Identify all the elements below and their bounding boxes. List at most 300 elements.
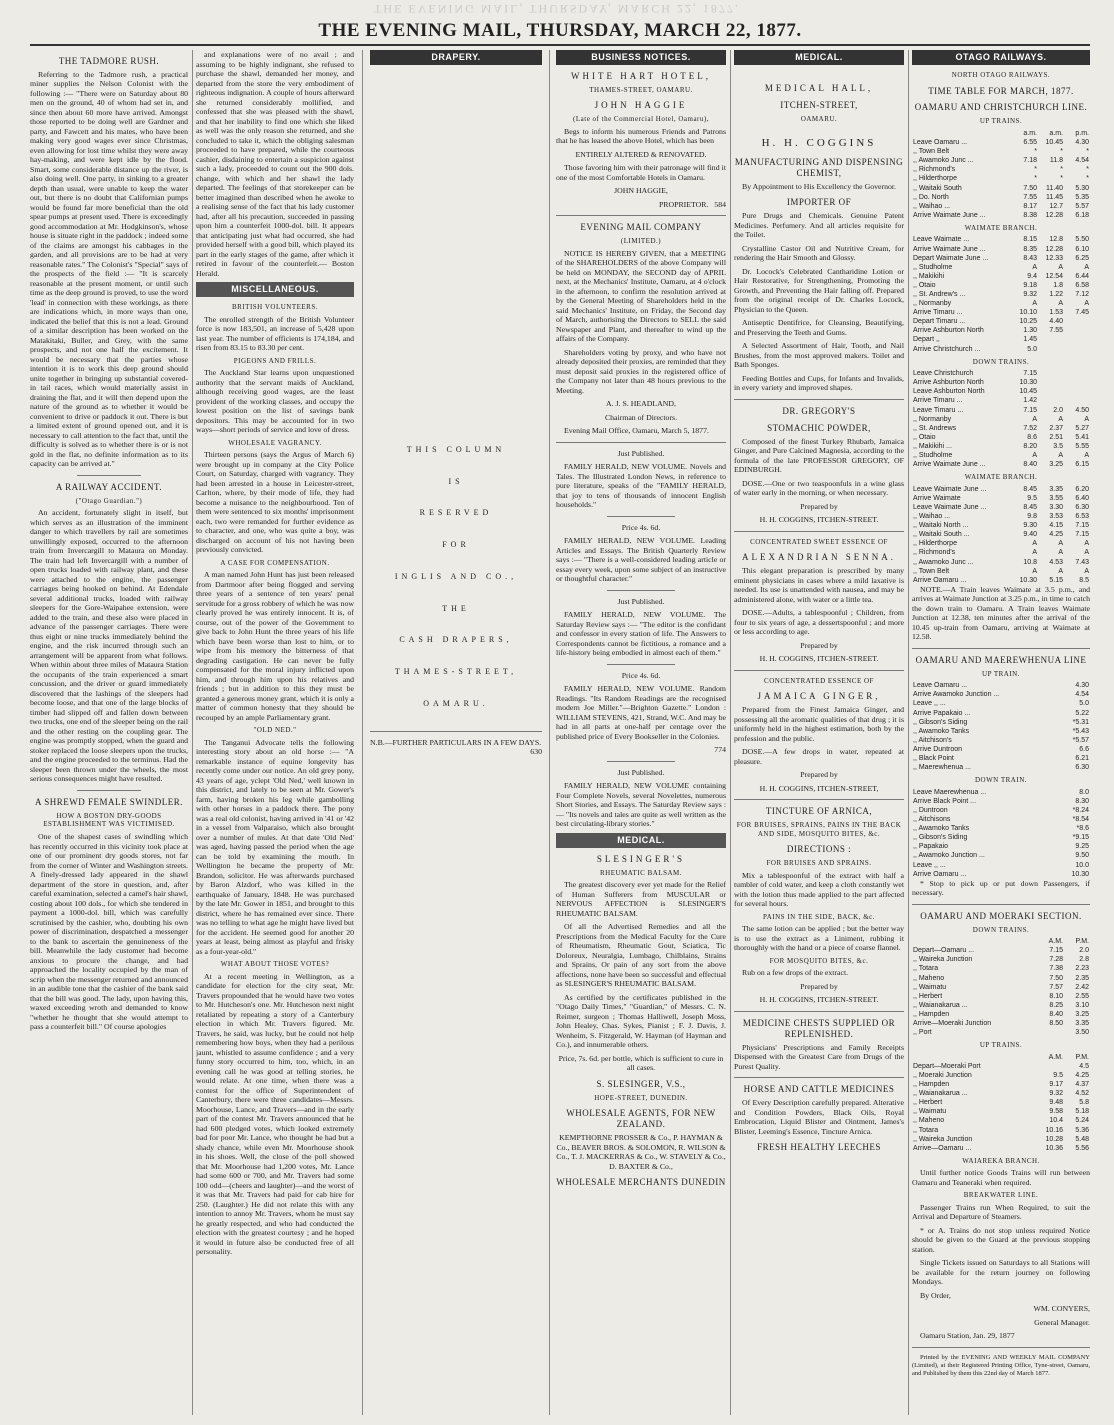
ad-kicker: Just Published. (617, 596, 665, 606)
direction-heading: DOWN TRAINS. (972, 357, 1030, 366)
timetable-row (912, 211, 1090, 220)
column-2 (196, 50, 354, 1415)
timetable-row (912, 345, 1090, 354)
timetable-row (912, 272, 1090, 281)
timetable-row (912, 1089, 1090, 1098)
time-cell: 10.30 (1019, 576, 1037, 584)
timetable-row (912, 1062, 1090, 1071)
branch-heading: BREAKWATER LINE. (963, 1191, 1039, 1200)
column-rule (192, 50, 193, 1415)
time-cell: 10.25 (1019, 318, 1037, 326)
time-cell: 1.30 (1023, 327, 1037, 335)
timetable-row (912, 521, 1090, 530)
ad-paragraph: A Selected Assortment of Hair, Tooth, and Nail Brushes, from the most approved makers. Toilet and Bath Sponges. (734, 341, 904, 370)
timetable-row (912, 378, 1090, 387)
time-cell: 1.42 (1023, 397, 1037, 405)
timetable-row (912, 992, 1090, 1001)
station-cell: ,, Makikihi (913, 272, 945, 280)
ad-subtitle: RHEUMATIC BALSAM. (599, 868, 682, 877)
section-banner: BUSINESS NOTICES. (556, 50, 726, 65)
timetable-row (912, 147, 1090, 156)
station-cell: ,, Studholme (913, 263, 953, 271)
column-rule (908, 50, 909, 1415)
timetable-row (912, 806, 1090, 815)
ad-subheading: PAINS IN THE SIDE, BACK, &c. (762, 912, 875, 921)
time-cell: 7.15 (1023, 406, 1037, 414)
timetable-row (912, 745, 1090, 754)
timetable-row (912, 317, 1090, 326)
ad-title: DR. GREGORY'S (782, 405, 856, 416)
timetable-row (912, 548, 1090, 557)
ad-paragraph: As certified by the certificates published in the "Otago Daily Times," "Guardian," of Messrs. C. N. Reimer, surgeon ; Thomas Halliwell, Joseph Moss, John Healey, Chas. Sykes, Pianist ; F. J. Davis, J. Wenheim, S. Fitzgerald, W. Hayman (of Hayman and Co.), and innumerable others. (556, 992, 726, 1050)
time-cell (1038, 378, 1064, 387)
station-cell: ,, Moeraki Junction (913, 1071, 972, 1079)
ad-price: Price, 7s. 6d. per bottle, which is sufficient to cure in all cases. (558, 1053, 724, 1073)
station-cell: ,, Black Point (913, 755, 954, 763)
ad-paragraph: Of all the Advertised Remedies and all the Prescriptions from the Medical Faculty for the Cure of Rheumatism, Rheumatic Gout, Sciatica, Tic Doloreux, Neuralgia, Lumbago, Chilblains, Strains and Sprains, Or pain of any sort from the above affections, none have been so successful and effectual as SLESINGER'S RHEUMATIC BALSAM. (556, 922, 726, 989)
time-cell: 3.25 (1075, 1010, 1089, 1018)
time-cell: 3.30 (1049, 503, 1063, 511)
time-cell (1038, 387, 1064, 396)
time-cell: 12.28 (1045, 211, 1063, 219)
article-paragraph: At a recent meeting in Wellington, as a candidate for election for the city seat, Mr. Travers propounded that he would have two votes to Mr. Hutcheson's one. Mr. Hutcheson next night retaliated by repeating a story of a Canterbury election in which Mr. Travers figured. Mr. Travers, he said, was lucky, but he could not help remembering how boys, when they had a perilous jaunt, whistled to assume confidence ; and a very funny story occurred to him, too, which, in an evening call he was good at telling stories, he would relate. At one time, when there was a contest for the office of Superintendent of Canterbury, there were three candidates—Messrs. Moorhouse, Lance, and Travers—and in the early part of the contest Mr. Travers announced that he had 600 pledged votes, which looked extremely bad for poor Mr. Lance, who thought he had but a shady chance, while even Mr. Moorhouse shook in his shoes. Well, the close of the poll showed that Mr. Moorhouse had 1,200 votes, Mr. Lance had some 600 or 700, and Mr. Travers had some 100 odd—(cheers and laughter)—and the worst of it was that Mr. Travers had paid for cab hire for 250. (Laughter.) He did not relate this with any intention to annoy Mr. Travers, whom he must say he greatly respected, and who had conducted the election with the greatest courtesy ; and he hoped it would in future also be conducted free of all personality. (196, 971, 354, 1257)
station-cell: Arrive Timaru ... (913, 309, 963, 317)
station-cell: Leave Waimate June ... (913, 503, 987, 511)
timetable-row (912, 833, 1090, 842)
time-cell: 6.53 (1075, 513, 1089, 521)
station-cell: ,, St. Andrews (913, 424, 957, 432)
time-cell: 10.36 (1045, 1144, 1063, 1152)
time-cell: 6.58 (1075, 281, 1089, 289)
timetable-row (912, 851, 1090, 860)
ad-subtitle: (LIMITED.) (620, 237, 662, 246)
time-cell: 6.30 (1075, 503, 1089, 511)
ad-prepared-label: Prepared by (800, 640, 838, 650)
station-cell: ,, Gibson's Siding (913, 718, 968, 726)
timetable-row (912, 1010, 1090, 1019)
timetable (912, 235, 1090, 353)
time-cell (1038, 1028, 1064, 1037)
time-cell: * (1060, 148, 1063, 156)
timetable-row (912, 396, 1090, 405)
ad-prepared-label: Prepared by (800, 770, 838, 780)
branch-heading: WAIAREKA BRANCH. (962, 1156, 1040, 1165)
ad-paragraph: DOSE.—Adults, a tablespoonful ; Children, from four to six years of age, a dessertspoonful ; and more or less according to age. (734, 608, 904, 637)
timetable-row (912, 1019, 1090, 1028)
time-cell: 6.44 (1075, 272, 1089, 280)
reserved-line: INGLIS AND CO., (394, 571, 518, 581)
timetable-row (912, 558, 1090, 567)
time-cell: 10.4 (1049, 1117, 1063, 1125)
time-cell: 8.45 (1023, 503, 1037, 511)
article-paragraph: The enrolled strength of the British Volunteer force is now 183,501, an increase of 5,428 upon last year. The number of efficients is 174,184, and risen from 83.15 to 83.30 per cent. (196, 314, 354, 352)
station-cell: Arrive Awamoko Junction ... (913, 691, 1000, 699)
station-cell: ,, Town Belt (913, 567, 950, 575)
time-cell: A (1032, 540, 1037, 548)
ad-heading: WHOLESALE AGENTS, FOR NEW ZEALAND. (566, 1108, 716, 1130)
timetable (912, 129, 1090, 220)
time-cell: A (1058, 549, 1063, 557)
divider (607, 761, 675, 762)
timetable-row (912, 442, 1090, 451)
station-cell: Leave Waimate ... (913, 236, 970, 244)
timetable (912, 937, 1090, 1037)
timetable-header-cell: p.m. (1075, 129, 1089, 137)
time-cell: 10.8 (1023, 558, 1037, 566)
time-cell: * (1034, 166, 1037, 174)
time-cell: 4.50 (1075, 406, 1089, 414)
time-cell: 8.38 (1023, 211, 1037, 219)
time-cell: 1.53 (1049, 309, 1063, 317)
station-cell: Leave Christchurch (913, 370, 974, 378)
time-cell: 5.50 (1075, 236, 1089, 244)
time-cell: 8.45 (1023, 485, 1037, 493)
time-cell: 11.40 (1046, 184, 1063, 192)
time-cell: * (1086, 166, 1089, 174)
time-cell (1064, 335, 1090, 344)
time-cell: A (1058, 567, 1063, 575)
timetable-row (912, 387, 1090, 396)
timetable-row (912, 1001, 1090, 1010)
item-heading: WHAT ABOUT THOSE VOTES? (220, 960, 330, 969)
time-cell: 12.54 (1045, 272, 1063, 280)
timetable-row (912, 369, 1090, 378)
divider (556, 215, 726, 216)
ad-title: HORSE AND CATTLE MEDICINES (743, 1084, 895, 1095)
ad-title: CONCENTRATED ESSENCE OF (764, 676, 874, 685)
time-cell: 2.35 (1075, 974, 1089, 982)
ad-emphasis: ENTIRELY ALTERED & RENOVATED. (575, 149, 707, 159)
timetable-row (912, 174, 1090, 183)
time-cell: 8.30 (1075, 797, 1089, 805)
station-cell: ,, Hilderthorpe (913, 175, 957, 183)
ad-kicker: Price 4s. 6d. (621, 522, 661, 532)
section-banner: MEDICAL. (556, 833, 726, 848)
ad-paragraph: FAMILY HERALD, NEW VOLUME. The Saturday Review says :— "The editor is the confidant and confessor in every station of life. The Answers to Correspondents cannot be fictitious, a romance and a life-history being embodied in almost each of them." (556, 610, 726, 658)
divider (912, 1347, 1090, 1348)
time-cell: 3.10 (1075, 1001, 1089, 1009)
station-cell: ,, Hampden (913, 1081, 950, 1089)
station-cell: Leave Oamaru ... (913, 139, 968, 147)
time-cell: 6.18 (1075, 211, 1089, 219)
time-cell: * (1086, 148, 1089, 156)
time-cell: 9.4 (1027, 272, 1037, 280)
divider (912, 904, 1090, 905)
time-cell: A (1032, 567, 1037, 575)
time-cell: 3.5 (1053, 442, 1063, 450)
time-cell: 8.6 (1027, 433, 1037, 441)
time-cell: 9.50 (1075, 852, 1089, 860)
ad-subtitle: MANUFACTURING AND DISPENSING CHEMIST, (734, 156, 904, 178)
time-cell: *9.15 (1072, 834, 1089, 842)
divider (734, 1077, 904, 1078)
station-cell: ,, Normanby (913, 415, 952, 423)
station-cell: Leave Oamaru ... (913, 682, 968, 690)
station-cell: Arrive Waimate (913, 494, 961, 502)
timetable-row (912, 512, 1090, 521)
station-cell: ,, Awamoko Junc ... (913, 558, 974, 566)
time-cell: 12.33 (1045, 254, 1063, 262)
time-cell: 4.53 (1049, 558, 1063, 566)
station-cell: ,, Richmond's (913, 166, 956, 174)
time-cell: 5.30 (1075, 184, 1089, 192)
ad-subheading: FOR BRUISES AND SPRAINS. (766, 859, 872, 868)
timetable-row (912, 964, 1090, 973)
ad-signature: JOHN HAGGIE, (614, 186, 668, 196)
timetable-header-cell (912, 1053, 1038, 1062)
masthead (30, 16, 1090, 46)
timetable-row (912, 815, 1090, 824)
time-cell: 9.32 (1023, 291, 1037, 298)
time-cell: A (1084, 263, 1089, 271)
timetable-row (912, 1116, 1090, 1125)
time-cell: 9.48 (1049, 1099, 1063, 1107)
line-heading: OAMARU AND MAEREWHENUA LINE (915, 654, 1087, 665)
time-cell: 4.25 (1049, 531, 1063, 539)
time-cell: 6.30 (1075, 764, 1089, 772)
article-paragraph: An accident, fortunately slight in itself, but which serves as an illustration of the imminent danger to which travellers by rail are sometimes unwillingly exposed, occurred to the afternoon train from Invercargill to Mataura on Monday. The train had left Invercargill with a number of open trucks loaded with railway plant, and these were attached to the engine, the passenger carriages being hooked on behind. At Edendale several additional trucks, loaded with railway sleepers for the Gore-Waipahee extension, were added to the train, and these also were placed in advance of the passenger carriages. There were thus eight or nine trucks immediately behind the engine, and the risk incurred through such an arrangement will be apparent from what follows. When within about three miles of Mataura Station the occupants of the train experienced a smart concussion, and the driver or guard immediately discovered that the lashings of the sleepers had become loose, and that one of the large blocks of timber had slipped off and fallen down between two trucks, one end of the sleeper being on the rail and the other resting on the coupling gear. The engine was promptly stopped, when the guard and stoker replaced the loose sleepers upon the trucks, and the engine proceeded to the terminus. Had the sleeper been thrown under the wheels, the most serious consequences might have resulted. (30, 508, 188, 784)
time-cell: 8.10 (1049, 992, 1063, 1000)
time-cell: A (1032, 415, 1037, 423)
time-cell: 9.40 (1023, 531, 1037, 539)
station-cell: ,, Awamoko Junc ... (913, 157, 974, 165)
station-cell: Arrive—Moeraki Junction (913, 1020, 992, 1028)
time-cell: 7.45 (1075, 309, 1089, 317)
timetable-row (912, 406, 1090, 415)
time-cell: 4.15 (1049, 522, 1063, 530)
station-cell: Depart—Oamaru ... (913, 947, 975, 955)
station-cell: ,, Richmond's (913, 549, 956, 557)
station-date: Oamaru Station, Jan. 29, 1877 (920, 1331, 1015, 1341)
reserved-line: THAMES-STREET, (394, 667, 518, 677)
direction-heading: UP TRAIN. (982, 669, 1020, 678)
ad-town: OAMARU. (800, 114, 838, 123)
time-cell: 7.15 (1049, 947, 1063, 955)
time-cell: A (1032, 452, 1037, 460)
divider (734, 799, 904, 800)
railway-heading: NORTH OTAGO RAILWAYS. (951, 70, 1051, 79)
time-cell (1064, 317, 1090, 326)
station-cell: Leave Maerewhenua ... (913, 788, 987, 796)
time-cell: 8.35 (1023, 245, 1037, 253)
time-cell: A (1058, 540, 1063, 548)
station-cell: Arrive Ashburton North (913, 379, 984, 387)
ad-address: ITCHEN-STREET, (780, 99, 858, 110)
timetable-header-row (912, 1053, 1090, 1062)
ad-prepared-label: Prepared by (800, 981, 838, 991)
timetable-header-cell: a.m. (1023, 129, 1037, 137)
time-cell: 9.32 (1049, 1090, 1063, 1098)
station-cell: ,, Totara (913, 1126, 939, 1134)
article-paragraph: The Tanganui Advocate tells the following interesting story about an old horse :— "A remarkable instance of equine longevity has recently come under our notice. An old grey pony, 43 years of age, yclept 'Old Ned,' well known in this district, and lately to be seen at Mr. Gower's farm, having broken his leg while gambolling with other horses in a paddock there. The pony was a real old colonist, having arrived in '41 or '42 in a vessel from Valparaiso, which also brought over a number of mules. At that date 'Old Ned' was aged, having passed the period when the age can be told by examining the mouth. In Wellington he became the property of Mr. Brandon, solicitor. He was afterwards purchased by Baron Alzdorf, who was killed in the earthquake of January, 1848. He was purchased by the late Mr. Gower in 1851, and brought to this district, where he has remained ever since. There was no telling to what age he might have lived but for the accident. He seemed good for another 20 years at least, being almost as playful and frisky as a four-year-old." (196, 737, 354, 956)
station-cell: ,, Papakaio (913, 843, 949, 851)
footnote-ref: 630 (530, 747, 542, 757)
printer-imprint: Printed by the EVENING AND WEEKLY MAIL COMPANY (Limited), at their Registered Printing Office, Tyne-street, Oamaru, and Published by them this 22nd day of March 1877. (912, 1353, 1090, 1377)
time-cell: 3.35 (1075, 1020, 1089, 1028)
time-cell: 10.45 (1019, 388, 1037, 396)
station-cell: Depart Waimate June ... (913, 254, 989, 262)
timetable-row (912, 530, 1090, 539)
time-cell: *5.43 (1072, 727, 1089, 735)
time-cell: 7.52 (1023, 424, 1037, 432)
time-cell: 5.56 (1075, 1144, 1089, 1152)
time-cell: 6.55 (1023, 139, 1037, 147)
timetable-row (912, 424, 1090, 433)
time-cell: 6.21 (1075, 755, 1089, 763)
time-cell: A (1084, 540, 1089, 548)
timetable-note: Until further notice Goods Trains will run between Oamaru and Teaneraki when required. (912, 1168, 1090, 1187)
direction-heading: DOWN TRAINS. (972, 925, 1030, 934)
column-6 (912, 50, 1090, 1415)
station-cell: ,, Herbert (913, 992, 943, 1000)
time-cell: 9.18 (1023, 281, 1037, 289)
timetable-row (912, 946, 1090, 955)
time-cell: * (1060, 166, 1063, 174)
station-cell: Arrive Waimate June ... (913, 211, 986, 219)
timetable-row (912, 824, 1090, 833)
timetable-row (912, 797, 1090, 806)
time-cell (1064, 396, 1090, 405)
divider (734, 399, 904, 400)
ad-prepared-by: H. H. COGGINS, ITCHEN-STREET. (759, 654, 879, 664)
station-cell: Depart Timaru ... (913, 318, 966, 326)
timetable-row (912, 485, 1090, 494)
station-cell: ,, Do. North (913, 193, 949, 201)
time-cell (1038, 335, 1064, 344)
time-cell (1038, 369, 1064, 378)
timetable-row (912, 1126, 1090, 1135)
time-cell: * (1060, 175, 1063, 183)
article-paragraph: A man named John Hunt has just been released from Dartmoor after being flogged and serving three years of a sentence of ten years' penal servitude for a gross robbery of which he was now clearly proved he was entirely innocent. It is, of course, out of the power of the Government to give back to John Hunt the three years of his life which have been worse than lost to him, or to wipe from his memory the bitterness of that degrading castigation. He can never be fully compensated for the moral injury inflicted upon him, and through him upon his relatives and friends ; but in addition to this they must be granted a generous money grant, which it is only a matter of common honesty that they should be recouped by an ample Parliamentary grant. (196, 570, 354, 722)
direction-heading: UP TRAINS. (979, 117, 1023, 126)
line-heading: OAMARU AND MOERAKI SECTION. (920, 910, 1082, 921)
timetable (912, 485, 1090, 585)
station-cell: Arrive Papakaio ... (913, 709, 971, 717)
ad-title: TINCTURE OF ARNICA, (765, 806, 873, 817)
timetable-row (912, 699, 1090, 708)
time-cell: 8.15 (1023, 236, 1037, 244)
timetable-row (912, 1107, 1090, 1116)
ad-paragraph: Of Every Description carefully prepared. Alterative and Condition Powders, Black Oils, Royal Embrocation, Liquid Blister and Ointment, James's Blister, Leeming's Essence, Tincture Arnica. (734, 1098, 904, 1136)
time-cell: 7.50 (1049, 974, 1063, 982)
time-cell: 7.55 (1023, 193, 1037, 201)
time-cell: * (1034, 175, 1037, 183)
station-cell: Leave Timaru ... (913, 406, 964, 414)
timetable-row (912, 983, 1090, 992)
ad-kicker: Price 4s. 6d. (621, 670, 661, 680)
time-cell: 4.30 (1075, 682, 1089, 690)
divider (607, 664, 675, 665)
timetable-row (912, 433, 1090, 442)
time-cell (1038, 345, 1064, 354)
time-cell: * (1034, 148, 1037, 156)
reserved-line: RESERVED (419, 508, 493, 518)
time-cell: 8.17 (1023, 202, 1037, 210)
station-cell: Arrive Black Point ... (913, 797, 977, 805)
timetable-header-cell: A.M. (1048, 1053, 1063, 1061)
order-line: By Order, (920, 1290, 951, 1300)
timetable (912, 681, 1090, 772)
time-cell: 7.55 (1049, 327, 1063, 335)
ad-title: WHITE HART HOTEL, (570, 70, 712, 81)
reserved-line: CASH DRAPERS, (399, 635, 513, 645)
station-cell: Depart—Moeraki Port (913, 1062, 981, 1070)
station-cell: ,, Aitchison's (913, 736, 952, 744)
article-subheading: HOW A BOSTON DRY-GOODS ESTABLISHMENT WAS VICTIMISED. (43, 811, 175, 829)
time-cell: *8.54 (1072, 816, 1089, 824)
ad-subheading: FOR MOSQUITO BITES, &c. (769, 956, 869, 965)
station-cell: Arrive Duntroon (913, 745, 963, 753)
time-cell: 7.50 (1023, 184, 1037, 192)
column-rule (730, 50, 731, 1415)
station-cell: Arrive Waimate June ... (913, 461, 986, 469)
ad-prepared-label: Prepared by (800, 501, 838, 511)
time-cell (1064, 345, 1090, 354)
timetable-header-row (912, 937, 1090, 946)
time-cell: 6.20 (1075, 485, 1089, 493)
timetable-row (912, 727, 1090, 736)
time-cell: *5.31 (1072, 718, 1089, 726)
time-cell: 12.8 (1049, 236, 1063, 244)
line-heading: OAMARU AND CHRISTCHURCH LINE. (914, 102, 1088, 113)
station-cell: Leave ,, ... (913, 861, 946, 869)
ad-kicker: Just Published. (617, 448, 665, 458)
station-cell: Arrive Christchurch ... (913, 345, 981, 353)
time-cell: A (1032, 263, 1037, 271)
ad-address: HOPE-STREET, DUNEDIN. (594, 1093, 688, 1102)
time-cell: 7.15 (1075, 522, 1089, 530)
time-cell: 4.37 (1075, 1081, 1089, 1089)
ad-paragraph: Shareholders voting by proxy, and who have not already deposited their proxies, are reminded that they must deposit said proxies in the registered office of the Company not later than 48 hours previous to the Meeting. (556, 347, 726, 395)
time-cell (1064, 387, 1090, 396)
station-cell: ,, Normanby (913, 300, 952, 308)
time-cell: 7.12 (1075, 291, 1089, 298)
divider (734, 531, 904, 532)
time-cell: 7.18 (1023, 157, 1037, 165)
timetable-row (912, 254, 1090, 263)
station-cell: ,, Port (913, 1029, 932, 1037)
ad-signature: S. SLESINGER, V.S., (596, 1078, 686, 1089)
ad-kicker: Just Published. (617, 767, 665, 777)
reserved-line: FOR (442, 540, 470, 550)
article-heading: A SHREWD FEMALE SWINDLER. (35, 796, 183, 807)
time-cell: *8.6 (1076, 825, 1089, 833)
timetable-title: TIME TABLE FOR MARCH, 1877. (928, 85, 1074, 96)
time-cell: 6.6 (1079, 745, 1089, 753)
time-cell: 4.54 (1075, 691, 1089, 699)
section-banner: MEDICAL. (734, 50, 904, 65)
time-cell (1038, 1062, 1064, 1071)
timetable-row (912, 1144, 1090, 1153)
time-cell: A (1084, 549, 1089, 557)
time-cell: 8.40 (1023, 461, 1037, 469)
timetable-row (912, 184, 1090, 193)
station-cell: Leave Ashburton North (913, 388, 985, 396)
article-paragraph: One of the shapest cases of swindling which has recently occurred in this vicinity took place at one of our prominent dry goods stores, not far from the corner of Winter and Washington streets. A finely-dressed lady appeared in the shawl department of the store in question, and, after careful examination, selected a camel's hair shawl, costing about 100 dols., for which she tendered in payment a 1000-dol. bill, which was carefully scrutinised by the cashier, who, doubting his own power of discrimination, despatched a messenger to the bank to ascertain the genuineness of the bill. Meanwhile the lady customer had become anxious to procure the change, and had approached the locality occupied by the man of scrip when the messenger returned and announced in an audible tone that the cashier of the bank said that the bill was good. The lady, upon having this, waxed exceeding wroth and demanded to know "whether he thought that she would attempt to pass a counterfeit bill." Of course apologies (30, 832, 188, 1031)
time-cell: 6.40 (1075, 494, 1089, 502)
time-cell (1064, 378, 1090, 387)
time-cell: 3.50 (1075, 1029, 1089, 1037)
timetable-header-cell (912, 129, 1012, 138)
time-cell: 5.57 (1075, 202, 1089, 210)
timetable-row (912, 138, 1090, 147)
time-cell: A (1032, 549, 1037, 557)
station-cell: ,, Aitchisons (913, 816, 951, 824)
time-cell: 10.30 (1019, 379, 1037, 387)
timetable-row (912, 690, 1090, 699)
ad-heading: IMPORTER OF (786, 197, 852, 208)
article-paragraph: The Auckland Star learns upon unquestioned authority that the servant maids of Auckland, although receiving good wages, are the least provident of the working classes, and occupy the lowest position on the list of savings bank depositors. This may be accounted for in two ways—short periods of service and love of dress. (196, 368, 354, 435)
